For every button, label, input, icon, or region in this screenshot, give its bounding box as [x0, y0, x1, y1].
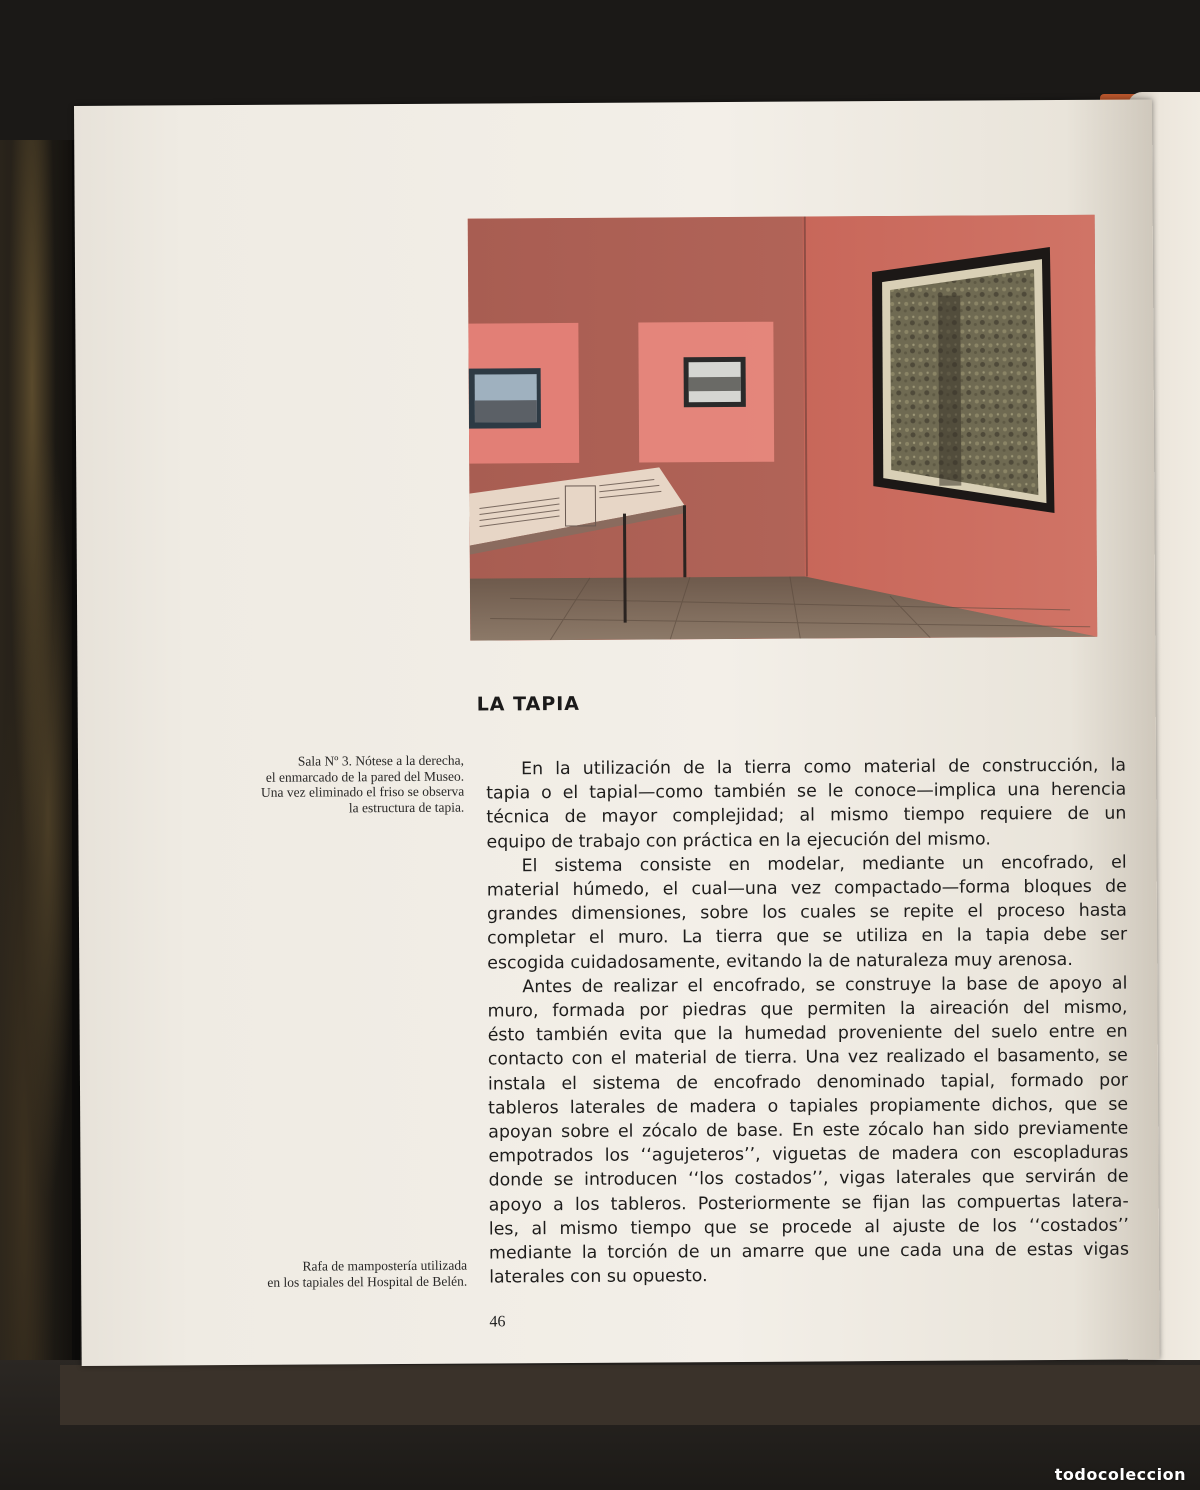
page-number: 46 — [489, 1313, 506, 1331]
body-line: escogida cuidadosamente, evitando la de naturaleza muy arenosa. — [487, 949, 1073, 974]
book-bottom-edge — [60, 1365, 1200, 1425]
body-text — [486, 754, 1129, 1290]
body-line: muro, formada por piedras que permiten la aireación del mismo, — [487, 997, 1128, 1022]
watermark: todocoleccion — [1054, 1465, 1186, 1484]
book-cover-left — [0, 140, 80, 1370]
body-line: equipo de trabajo con práctica en la ejecución del mismo. — [486, 829, 991, 853]
rafa-caption — [207, 1258, 467, 1291]
body-line: les, al mismo tiempo que se procede al ajuste de los ‘‘costados’’ — [488, 1215, 1129, 1240]
body-line: completar el muro. La tierra que se utiliza en la tapia debe ser — [487, 925, 1128, 949]
caption-line: Una vez eliminado el friso se observa — [260, 783, 465, 800]
museum-room-photo — [468, 215, 1098, 641]
body-line: donde se introducen ‘‘los costados’’, vigas laterales que servirán de — [488, 1167, 1129, 1191]
section-heading: LA TAPIA — [476, 692, 581, 716]
caption-line: el enmarcado de la pared del Museo. — [265, 768, 465, 785]
body-line: ésto también evita que la humedad proveniente del suelo entre en — [487, 1021, 1128, 1046]
body-line: apoyan sobre el zócalo de base. En este zócalo han sido previamente — [488, 1118, 1129, 1143]
body-line: mediante la torción de un amarre que une cada una de estas vigas — [488, 1239, 1130, 1264]
body-line: En la utilización de la tierra como material de construcción, la — [520, 755, 1127, 780]
book-page — [74, 99, 1160, 1366]
caption-line: en los tapiales del Hospital de Belén. — [267, 1273, 468, 1290]
body-line: El sistema consiste en modelar, mediante un encofrado, el — [521, 852, 1127, 877]
body-line: instala el sistema de encofrado denominado tapial, formado por — [487, 1070, 1129, 1095]
body-line: grandes dimensiones, sobre los cuales se repite el proceso hasta — [486, 900, 1127, 925]
body-line: empotrados los ‘‘agujeteros’’, viguetas de madera con escopladuras — [488, 1142, 1129, 1167]
photo-caption — [204, 753, 464, 817]
caption-line: Rafa de mampostería utilizada — [302, 1257, 468, 1274]
museum-room-illustration — [468, 215, 1098, 641]
body-line: apoyo a los tableros. Posteriormente se fijan las compuertas latera- — [488, 1191, 1129, 1216]
body-line: material húmedo, el cual—una vez compactado—forma bloques de — [486, 876, 1127, 901]
body-line: tableros laterales de madera o tapiales propiamente dichos, que se — [488, 1094, 1129, 1119]
body-line: contacto con el material de tierra. Una vez realizado el basamento, se — [487, 1046, 1128, 1070]
body-line: técnica de mayor complejidad; al mismo tiempo requiere de un — [486, 803, 1127, 828]
body-line: Antes de realizar el encofrado, se construye la base de apoyo al — [522, 973, 1128, 998]
body-line: tapia o el tapial—como también se le conoce—implica una herencia — [486, 779, 1127, 804]
caption-line: la estructura de tapia. — [348, 799, 465, 815]
caption-line: Sala Nº 3. Nótese a la derecha, — [297, 752, 465, 769]
body-line: laterales con su opuesto. — [489, 1266, 708, 1288]
